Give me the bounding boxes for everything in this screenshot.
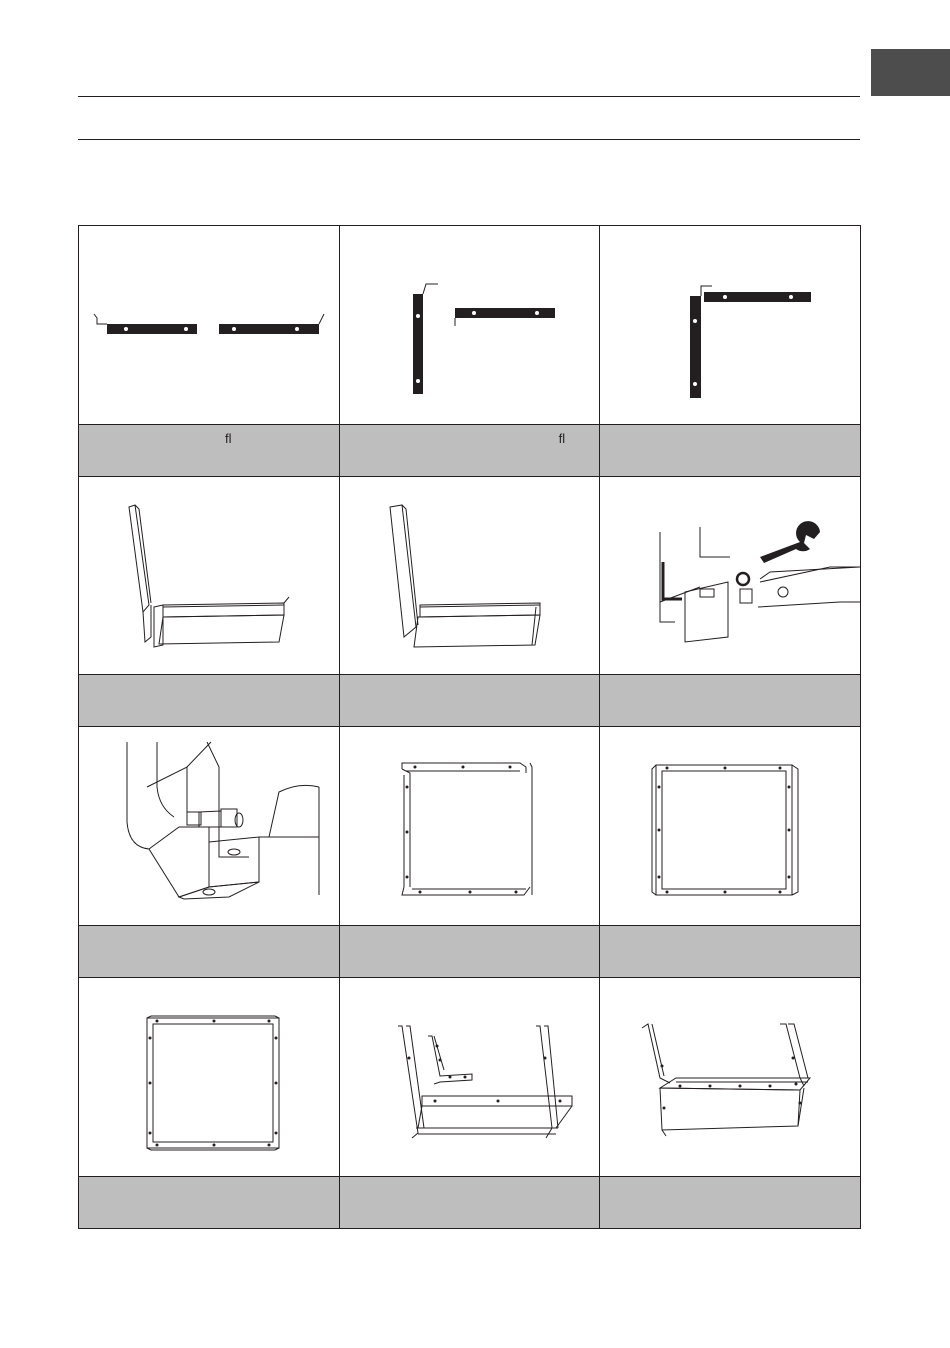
step-6-caption bbox=[600, 675, 861, 727]
rail-pair-perpendicular-icon bbox=[340, 226, 600, 423]
box-frame-assembly-icon bbox=[340, 978, 600, 1175]
step-2-figure bbox=[339, 226, 600, 425]
hinged-panels-icon bbox=[79, 477, 339, 674]
header-rule-bottom bbox=[78, 139, 860, 140]
step-10-caption bbox=[79, 1176, 340, 1228]
step-4-caption bbox=[79, 675, 340, 727]
step-3-figure bbox=[600, 226, 861, 425]
two-rails-icon bbox=[79, 226, 339, 423]
step-4-figure bbox=[79, 476, 340, 675]
step-6-figure bbox=[600, 476, 861, 675]
square-frame-icon bbox=[79, 978, 339, 1175]
step-10-figure bbox=[79, 978, 340, 1177]
step-11-caption bbox=[339, 1176, 600, 1228]
step-9-caption bbox=[600, 926, 861, 978]
hinged-panels-icon bbox=[340, 477, 600, 674]
box-base-assembly-icon bbox=[600, 978, 860, 1175]
assembly-steps-table bbox=[78, 225, 861, 1229]
bolt-closeup-icon bbox=[79, 727, 339, 924]
square-frame-icon bbox=[600, 727, 860, 924]
step-12-figure bbox=[600, 978, 861, 1177]
step-1-figure bbox=[79, 226, 340, 425]
step-12-caption bbox=[600, 1176, 861, 1228]
three-sided-frame-icon bbox=[340, 727, 600, 924]
step-7-caption bbox=[79, 926, 340, 978]
step-3-caption bbox=[600, 424, 861, 476]
rail-l-joint-icon bbox=[600, 226, 860, 423]
step-9-figure bbox=[600, 727, 861, 926]
step-7-figure bbox=[79, 727, 340, 926]
step-8-caption bbox=[339, 926, 600, 978]
step-1-caption-text: fl bbox=[225, 430, 232, 446]
step-5-figure bbox=[339, 476, 600, 675]
step-8-figure bbox=[339, 727, 600, 926]
language-tab bbox=[871, 49, 950, 96]
step-2-caption-text: fl bbox=[558, 430, 566, 446]
step-11-figure bbox=[339, 978, 600, 1177]
header-rule-top bbox=[78, 96, 860, 97]
step-2-caption bbox=[339, 424, 600, 476]
bolt-wrench-icon bbox=[600, 477, 860, 674]
step-5-caption bbox=[339, 675, 600, 727]
step-1-caption bbox=[79, 424, 340, 476]
